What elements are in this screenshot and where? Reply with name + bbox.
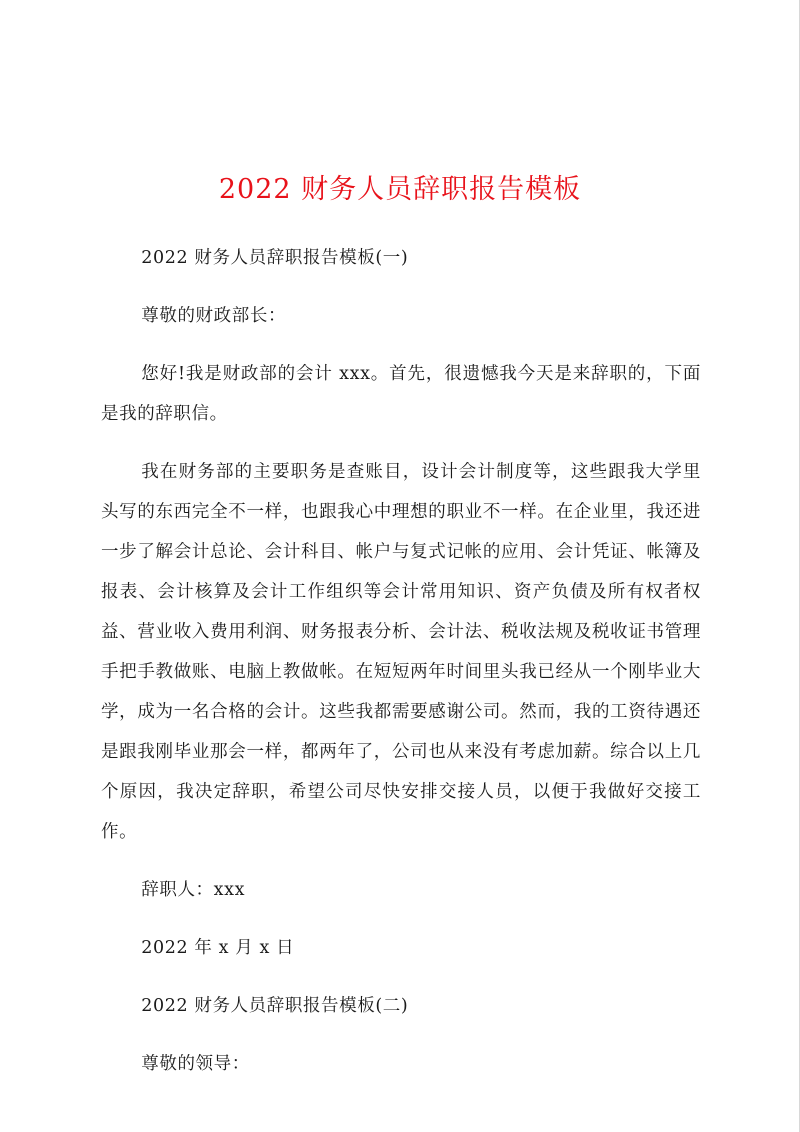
date-line: 2022 年 x 月 x 日 (141, 938, 295, 958)
section-heading-2: 2022 财务人员辞职报告模板(二) (141, 996, 409, 1016)
salutation-2: 尊敬的领导： (141, 1054, 250, 1074)
section-heading-1: 2022 财务人员辞职报告模板(一) (141, 248, 409, 268)
paragraph-main: 我在财务部的主要职务是查账目，设计会计制度等，这些跟我大学里头写的东西完全不一样，也跟我心中理想的职业不一样。在企业里，我还进一步了解会计总论、会计科目、帐户与复式记帐的应用、会计凭证、帐簿及报表、会计核算及会计工作组织等会计常用知识、资产负债及所有权者权益、营业收入费用利润、财务报表分析、会计法、税收法规及税收证书管理手把手教做账、电脑上教做帐。在短短两年时间里头我已经从一个刚毕业大学，成为一名合格的会计。这些我都需要感谢公司。然而，我的工资待遇还是跟我刚毕业那会一样，都两年了，公司也从来没有考虑加薪。综合以上几个原因，我决定辞职，希望公司尽快安排交接人员，以便于我做好交接工作。 (101, 462, 701, 842)
signature-line: 辞职人：xxx (141, 880, 246, 900)
salutation: 尊敬的财政部长： (141, 306, 287, 326)
paragraph-greeting: 您好!我是财政部的会计 xxx。首先，很遗憾我今天是来辞职的，下面是我的辞职信。 (101, 364, 701, 424)
document-title: 2022 财务人员辞职报告模板 (218, 174, 582, 205)
document-body (101, 238, 701, 1102)
